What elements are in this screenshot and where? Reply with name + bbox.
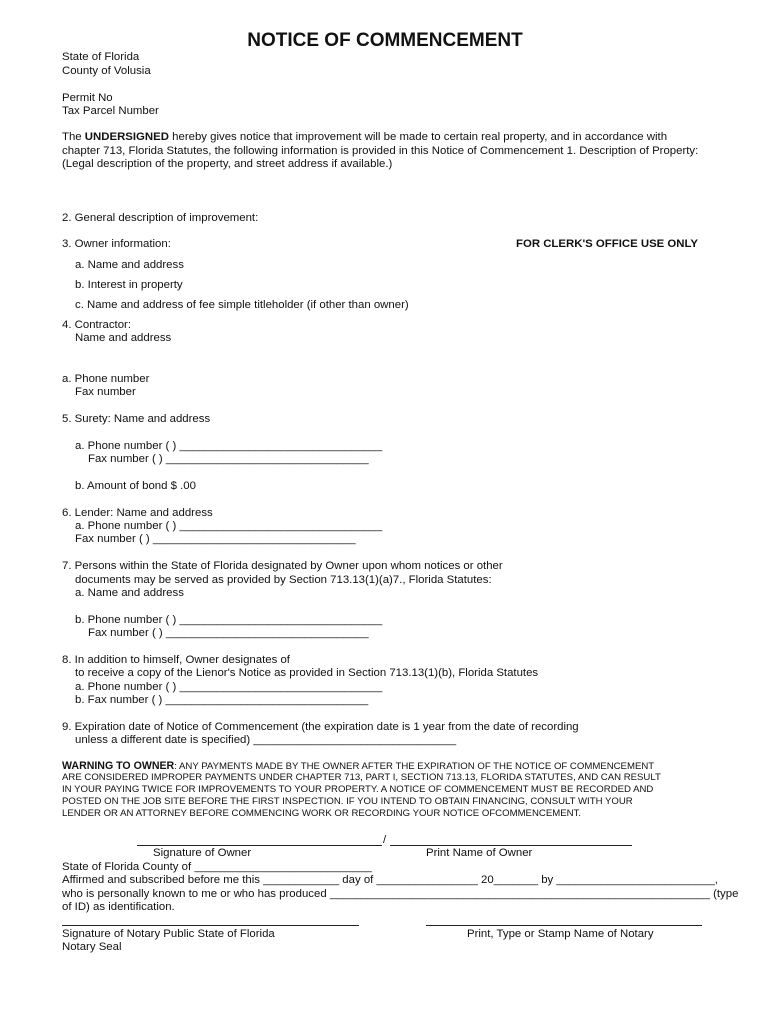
warning-line-3: IN YOUR PAYING TWICE FOR IMPROVEMENTS TO YOUR PROPERTY. A NOTICE OF COMMENCEMENT MUST BE RECORDED AND bbox=[62, 784, 654, 795]
notary-seal-label: Notary Seal bbox=[62, 941, 122, 953]
intro-line-1 bbox=[62, 131, 667, 144]
item-7b: b. Phone number ( ) ________________________________ bbox=[75, 614, 383, 626]
notary-print-line bbox=[426, 925, 702, 926]
item-8: 8. In addition to himself, Owner designates of bbox=[62, 654, 290, 666]
item-9-line-2: unless a different date is specified) ________________________________ bbox=[75, 734, 457, 746]
item-3a: a. Name and address bbox=[75, 259, 184, 271]
signature-slash: / bbox=[383, 834, 387, 846]
item-5b: b. Amount of bond $ .00 bbox=[75, 480, 196, 492]
item-4a: a. Phone number bbox=[62, 373, 150, 385]
item-6: 6. Lender: Name and address bbox=[62, 507, 213, 519]
item-3: 3. Owner information: bbox=[62, 238, 171, 250]
warning-line-5: LENDER OR AN ATTORNEY BEFORE COMMENCING WORK OR RECORDING YOUR NOTICE OFCOMMENCEMENT. bbox=[62, 808, 581, 819]
item-4-name: Name and address bbox=[75, 332, 172, 344]
item-8b: b. Fax number ( ) ________________________________ bbox=[75, 694, 369, 706]
item-4-fax: Fax number bbox=[75, 386, 136, 398]
affirmed-line: Affirmed and subscribed before me this ____________ day of ________________ 20_______ by _________________________, bbox=[62, 874, 718, 886]
item-7-line-2: documents may be served as provided by Section 713.13(1)(a)7., Florida Statutes: bbox=[75, 574, 492, 586]
notary-print-label: Print, Type or Stamp Name of Notary bbox=[467, 928, 654, 940]
item-7a: a. Name and address bbox=[75, 587, 184, 599]
intro-line-3: (Legal description of the property, and street address if available.) bbox=[62, 158, 393, 170]
item-7-fax: Fax number ( ) ________________________________ bbox=[88, 627, 369, 639]
document-title: NOTICE OF COMMENCEMENT bbox=[247, 30, 523, 51]
intro-lead: The bbox=[62, 131, 85, 143]
warning-line-2: ARE CONSIDERED IMPROPER PAYMENTS UNDER CHAPTER 713, PART I, SECTION 713.13, FLORIDA STATUTES, AND CAN RESULT bbox=[62, 772, 661, 783]
item-4: 4. Contractor: bbox=[62, 319, 132, 331]
undersigned-word: UNDERSIGNED bbox=[84, 131, 169, 143]
item-3b: b. Interest in property bbox=[75, 279, 183, 291]
warning-label: WARNING TO OWNER bbox=[62, 760, 175, 772]
item-5: 5. Surety: Name and address bbox=[62, 413, 211, 425]
notary-county-line: State of Florida County of ____________________________ bbox=[62, 861, 372, 873]
personally-known-line: who is personally known to me or who has produced ____________________________________________________________ (type bbox=[62, 888, 739, 900]
item-7: 7. Persons within the State of Florida designated by Owner upon whom notices or other bbox=[62, 560, 503, 572]
parcel-label: Tax Parcel Number bbox=[62, 105, 159, 117]
item-6-fax: Fax number ( ) ________________________________ bbox=[75, 533, 356, 545]
item-5a: a. Phone number ( ) ________________________________ bbox=[75, 440, 383, 452]
notary-signature-label: Signature of Notary Public State of Florida bbox=[62, 928, 275, 940]
item-6a: a. Phone number ( ) ________________________________ bbox=[75, 520, 383, 532]
warning-line-1-rest: : ANY PAYMENTS MADE BY THE OWNER AFTER THE EXPIRATION OF THE NOTICE OF COMMENCEMENT bbox=[174, 761, 655, 772]
item-5-fax: Fax number ( ) ________________________________ bbox=[88, 453, 369, 465]
item-8-line-2: to receive a copy of the Lienor's Notice as provided in Section 713.13(1)(b), Florida Statutes bbox=[75, 667, 539, 679]
item-8a: a. Phone number ( ) ________________________________ bbox=[75, 681, 383, 693]
item-3c: c. Name and address of fee simple titleholder (if other than owner) bbox=[75, 299, 409, 311]
item-9: 9. Expiration date of Notice of Commencement (the expiration date is 1 year from the date of recording bbox=[62, 721, 579, 733]
warning-line-4: POSTED ON THE JOB SITE BEFORE THE FIRST INSPECTION. IF YOU INTEND TO OBTAIN FINANCING, CONSULT WITH YOUR bbox=[62, 796, 633, 807]
intro-line-1-rest: hereby gives notice that improvement will be made to certain real property, and in accordance with bbox=[168, 131, 668, 143]
permit-label: Permit No bbox=[62, 92, 113, 104]
signature-of-owner-label: Signature of Owner bbox=[153, 847, 252, 859]
notary-signature-line bbox=[62, 925, 359, 926]
owner-print-line bbox=[390, 845, 632, 846]
state-line: State of Florida bbox=[62, 51, 140, 63]
identification-line: of ID) as identification. bbox=[62, 901, 175, 913]
item-2: 2. General description of improvement: bbox=[62, 212, 259, 224]
intro-line-2: chapter 713, Florida Statutes, the following information is provided in this Notice of Commencement 1. Description of Property: bbox=[62, 145, 699, 157]
county-line: County of Volusia bbox=[62, 65, 151, 77]
clerk-use-label: FOR CLERK'S OFFICE USE ONLY bbox=[516, 238, 699, 250]
print-name-of-owner-label: Print Name of Owner bbox=[426, 847, 533, 859]
owner-signature-line bbox=[137, 845, 382, 846]
